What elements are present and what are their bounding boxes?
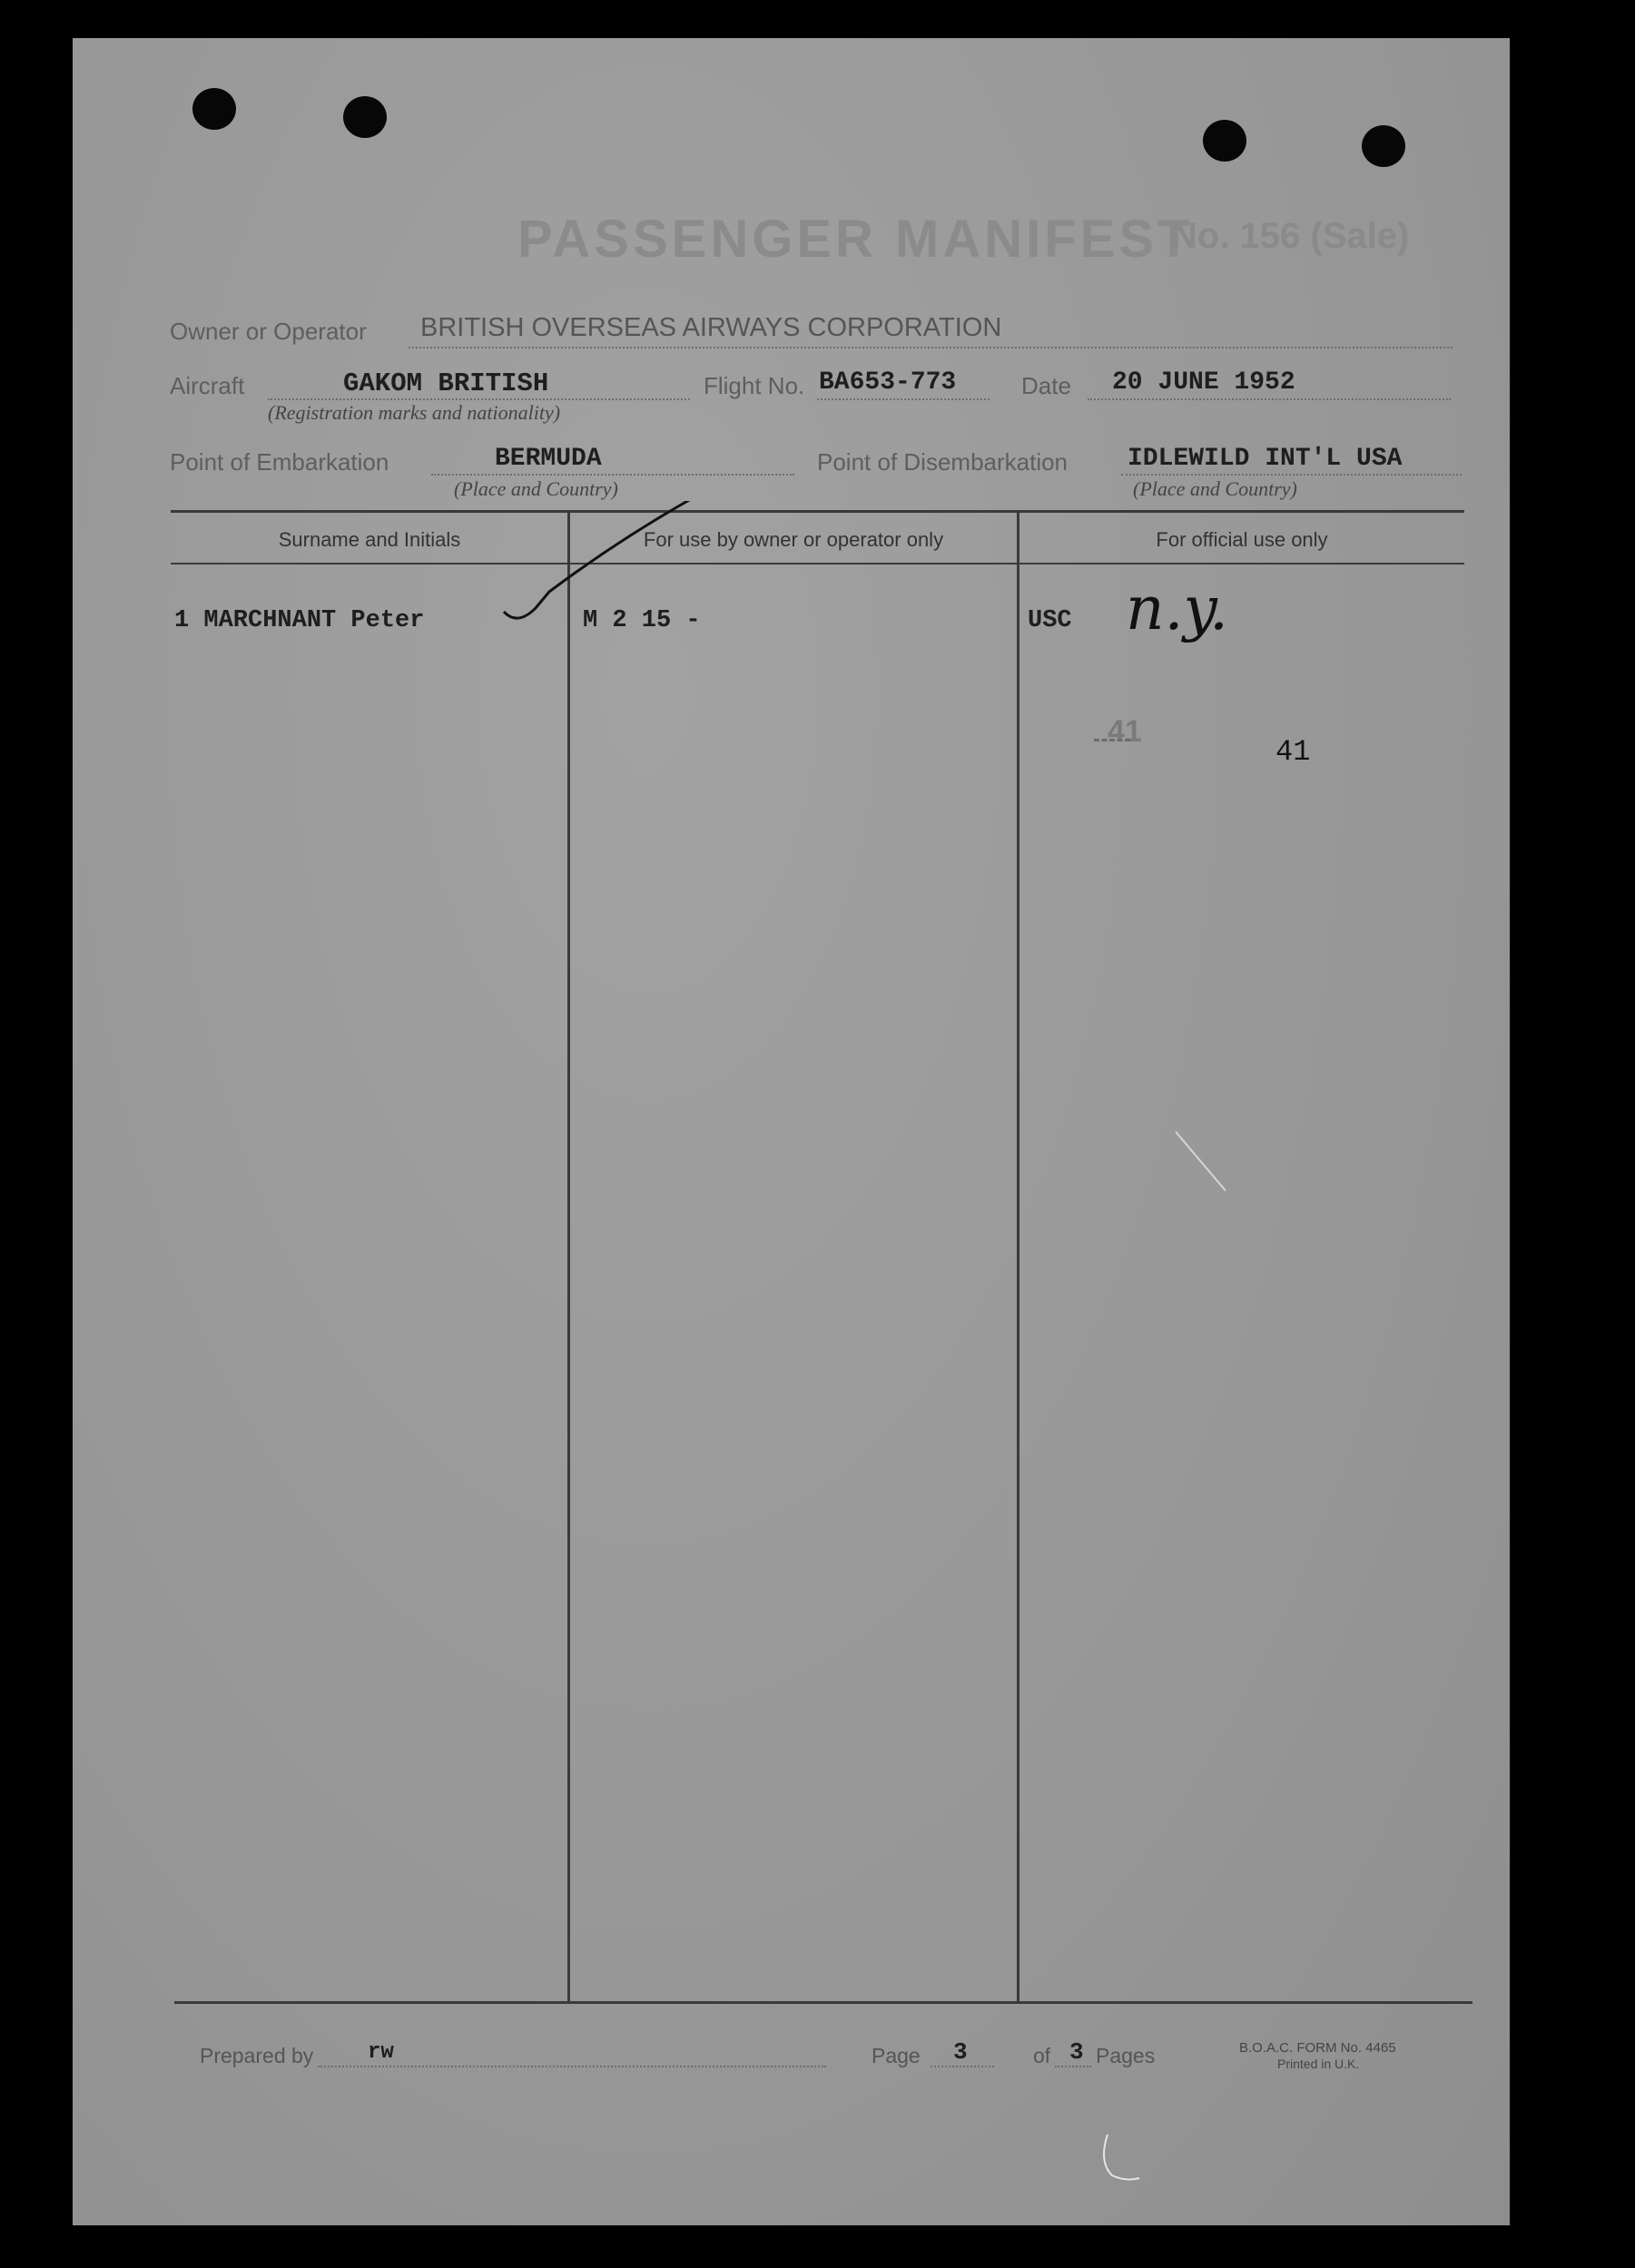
faint-stamp-number: 41 [1108, 714, 1142, 749]
column-header-surname: Surname and Initials [278, 528, 461, 551]
aircraft-label: Aircraft [170, 372, 245, 399]
embark-value: BERMUDA [495, 445, 602, 473]
embark-line [431, 474, 794, 476]
page-line [931, 2066, 994, 2067]
owner-value: BRITISH OVERSEAS AIRWAYS CORPORATION [420, 313, 1002, 342]
of-label: of [1033, 2044, 1051, 2067]
column-header-official: For official use only [1156, 528, 1328, 551]
typed-number: 41 [1275, 735, 1311, 769]
form-number: No. 156 (Sale) [1171, 216, 1410, 256]
form-printed-in: Printed in U.K. [1277, 2057, 1360, 2071]
disembark-value: IDLEWILD INT'L USA [1128, 445, 1403, 473]
disembark-note: (Place and Country) [1133, 477, 1297, 500]
aircraft-line [268, 398, 690, 400]
prepared-label: Prepared by [200, 2044, 314, 2067]
disembark-label: Point of Disembarkation [817, 448, 1069, 476]
table-top-rule [171, 510, 1464, 513]
punch-hole [343, 96, 387, 138]
aircraft-value: GAKOM BRITISH [343, 368, 549, 398]
aircraft-note: (Registration marks and nationality) [268, 401, 561, 424]
prepared-line [318, 2066, 826, 2067]
page-value: 3 [953, 2038, 968, 2066]
scratch-mark [1098, 2126, 1153, 2189]
handwritten-mark: n.y. [1126, 574, 1228, 643]
operator-entry: M 2 15 - [583, 607, 701, 634]
punch-hole [192, 88, 236, 130]
form-title: PASSENGER MANIFEST [517, 210, 1194, 269]
table-header-rule [171, 563, 1464, 565]
page-label: Page [872, 2044, 921, 2067]
of-line [1055, 2066, 1091, 2067]
date-label: Date [1021, 372, 1071, 399]
prepared-value: rw [368, 2040, 394, 2065]
embark-note: (Place and Country) [454, 477, 618, 500]
scratch-mark [1171, 1127, 1235, 1200]
flight-label: Flight No. [704, 372, 805, 399]
punch-hole [1362, 125, 1405, 167]
column-divider [1017, 513, 1019, 2001]
flight-value: BA653-773 [819, 368, 957, 397]
of-value: 3 [1069, 2038, 1084, 2066]
passenger-name: 1 MARCHNANT Peter [174, 607, 425, 634]
date-line [1088, 398, 1451, 400]
embark-label: Point of Embarkation [170, 448, 389, 476]
faint-stamp-dash [1094, 739, 1130, 741]
punch-hole [1203, 120, 1246, 162]
form-reference: B.O.A.C. FORM No. 4465 [1239, 2040, 1396, 2056]
date-value: 20 JUNE 1952 [1112, 368, 1295, 397]
flight-line [817, 398, 990, 400]
manifest-sheet [73, 38, 1510, 2225]
disembark-line [1121, 474, 1462, 476]
column-header-operator: For use by owner or operator only [643, 528, 944, 551]
owner-line [409, 347, 1453, 349]
owner-label: Owner or Operator [170, 318, 367, 345]
table-bottom-rule [174, 2001, 1472, 2004]
column-divider [567, 513, 570, 2001]
pages-label: Pages [1096, 2044, 1156, 2067]
official-entry: USC [1028, 607, 1072, 634]
